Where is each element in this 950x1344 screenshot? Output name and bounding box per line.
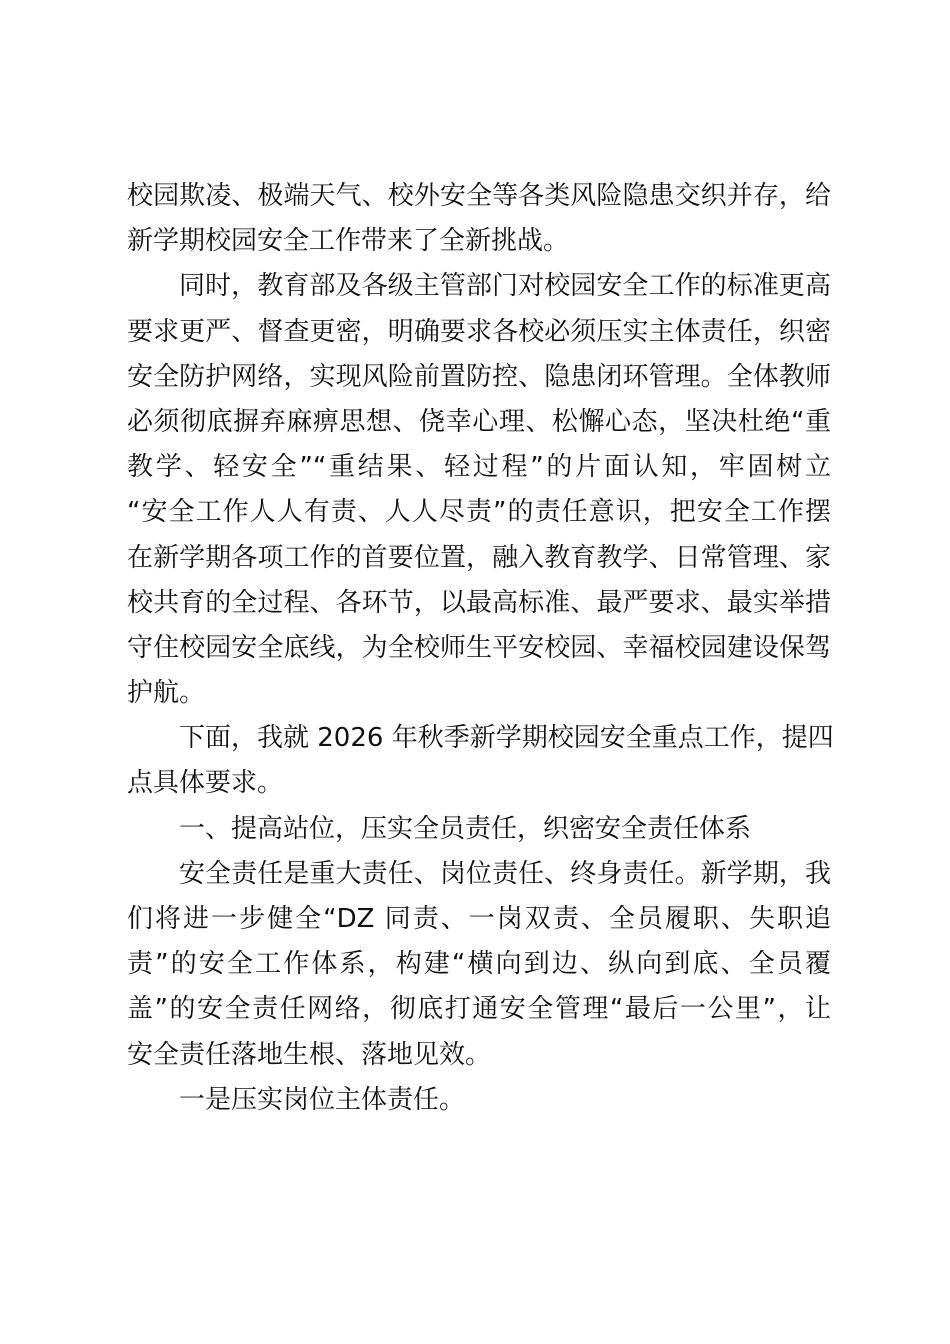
document-body: [127, 174, 834, 1123]
text-line: 点具体要求。: [127, 768, 284, 799]
text-line: 安全责任是重大责任、岗位责任、终身责任。新学期，我: [179, 858, 831, 889]
text-line: 安全防护网络，实现风险前置防控、隐患闭环管理。全体教师: [127, 361, 831, 392]
text-line: 护航。: [127, 678, 206, 709]
text-line: 校园欺凌、极端天气、校外安全等各类风险隐患交织并存，给: [127, 181, 831, 211]
text-line: 校共育的全过程、各环节，以最高标准、最严要求、最实举措: [127, 587, 831, 618]
text-line: 责”的安全工作体系，构建“横向到边、纵向到底、全员覆: [127, 949, 831, 980]
paragraph-responsibility-system: [127, 852, 831, 1078]
text-line: 盖”的安全责任网络，彻底打通安全管理“最后一公里”，让: [127, 994, 831, 1025]
text-line: 下面，我就 2026 年秋季新学期校园安全重点工作，提四: [179, 723, 834, 754]
text-line: 要求更严、督查更密，明确要求各校必须压实主体责任，织密: [127, 316, 831, 347]
paragraph-safety-requirements: [127, 264, 831, 716]
text-line: 安全责任落地生根、落地见效。: [127, 1039, 492, 1070]
heading-text: 一、提高站位，压实全员责任，织密安全责任体系: [179, 813, 752, 844]
paragraph-risk-challenges: [127, 174, 831, 264]
text-line: 必须彻底摒弃麻痹思想、侥幸心理、松懈心态，坚决杜绝“重: [127, 406, 831, 437]
text-line: 教学、轻安全”“重结果、轻过程”的片面认知，牢固树立: [127, 452, 831, 483]
text-line: 同时，教育部及各级主管部门对校园安全工作的标准更高: [179, 271, 831, 302]
section-heading-one: [127, 807, 831, 852]
text-line: 在新学期各项工作的首要位置，融入教育教学、日常管理、家: [127, 542, 831, 573]
paragraph-intro-four-requirements: [127, 716, 834, 806]
text-line: 守住校园安全底线，为全校师生平安校园、幸福校园建设保驾: [127, 632, 831, 663]
text-line: 一是压实岗位主体责任。: [179, 1084, 466, 1115]
text-line: “安全工作人人有责、人人尽责”的责任意识，把安全工作摆: [127, 497, 831, 528]
text-line: 们将进一步健全“DZ 同责、一岗双责、全员履职、失职追: [127, 904, 831, 934]
paragraph-point-one: [127, 1078, 831, 1123]
text-line: 新学期校园安全工作带来了全新挑战。: [127, 226, 570, 257]
